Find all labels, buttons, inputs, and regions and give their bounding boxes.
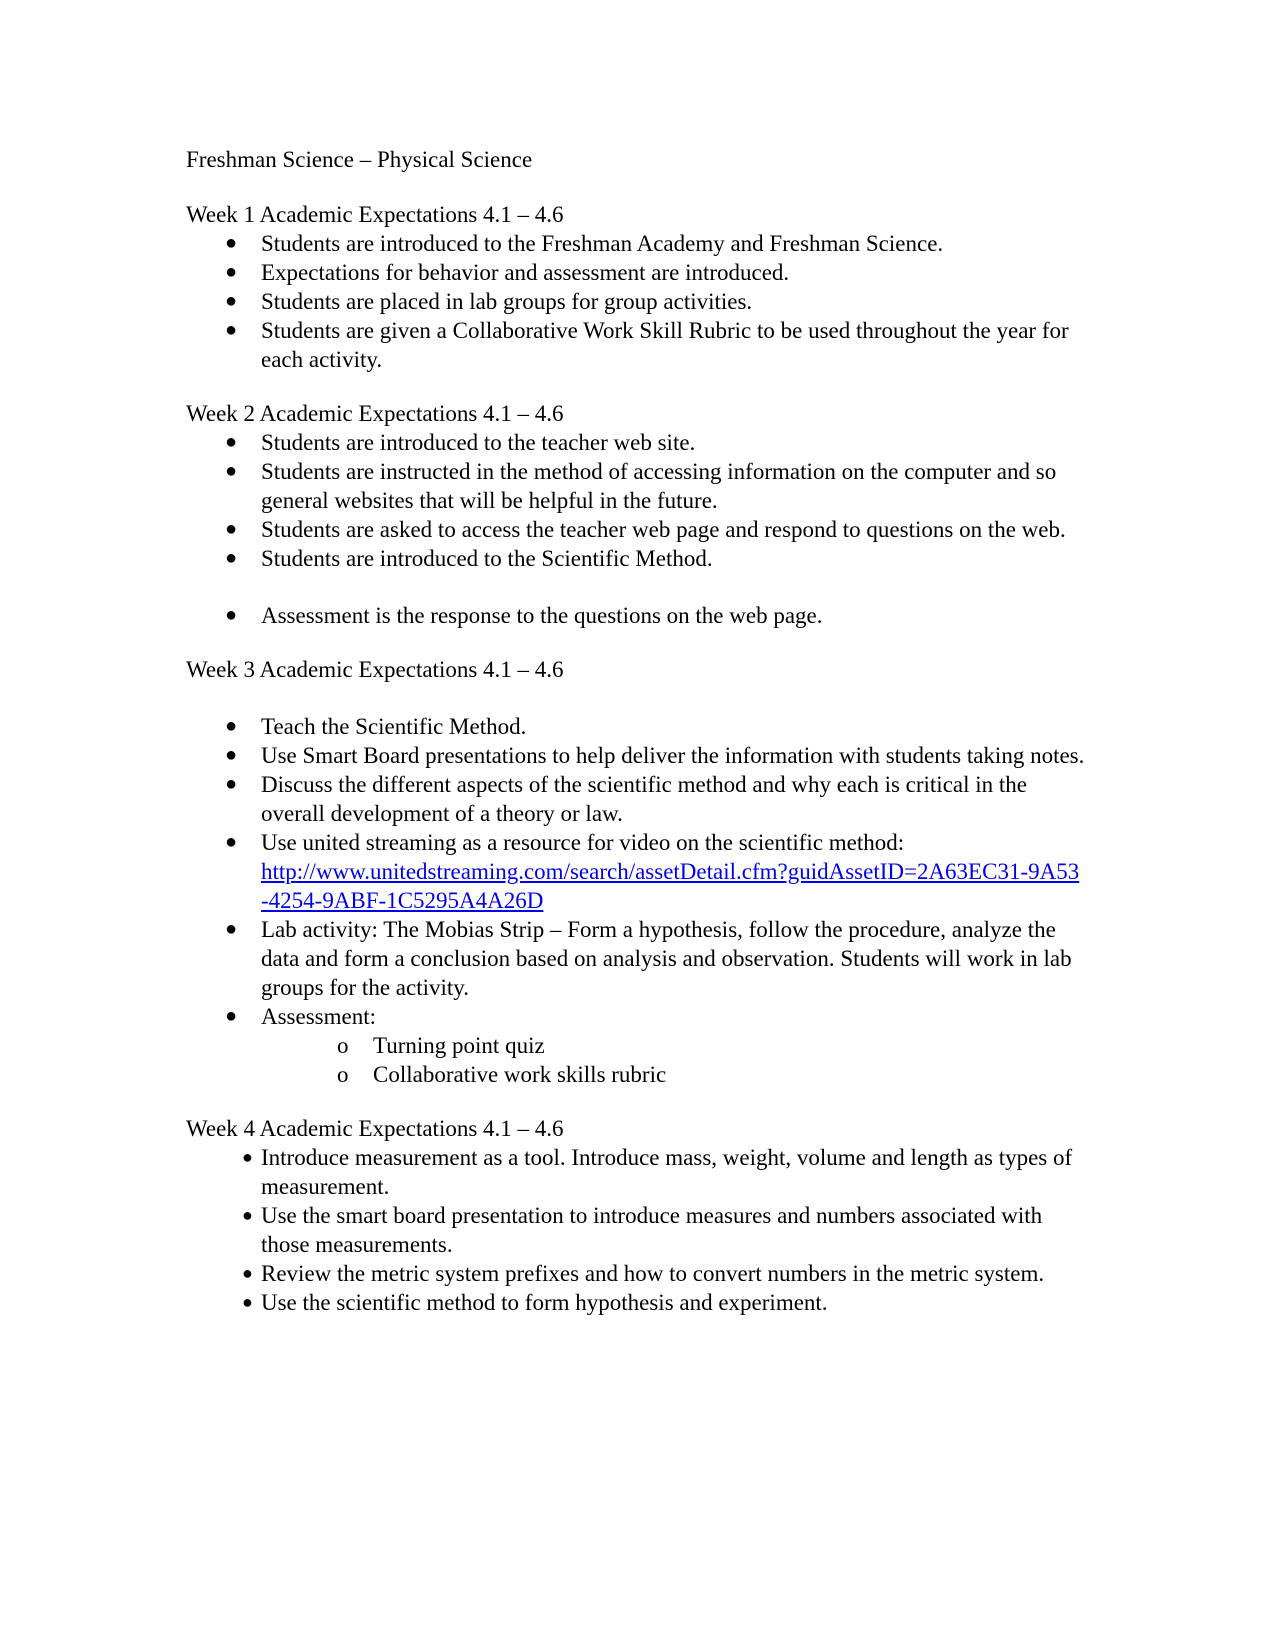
bullet-icon: ● [242,1292,253,1312]
list-item: ● Students are instructed in the method of accessing information on the computer and so general websites that will be helpful in the future. [225,459,1057,513]
bullet-icon: ● [225,431,238,453]
week-4-list [186,1143,1086,1317]
assessment-sublist [186,1031,1086,1089]
bullet-icon: ● [225,290,238,312]
bullet-icon: ● [242,1263,253,1283]
list-item: ● Students are introduced to the Scientific Method. [225,546,713,571]
bullet-icon: ● [225,319,238,341]
list-item: ● Discuss the different aspects of the scientific method and why each is critical in the overall development of a theory or law. [225,772,1027,826]
bullet-icon: ● [225,232,238,254]
bullet-icon: ● [225,744,238,766]
document-title: Freshman Science – Physical Science [186,147,533,172]
list-item: ● Students are asked to access the teacher web page and respond to questions on the web. [225,517,1066,542]
week-3-heading: Week 3 Academic Expectations 4.1 – 4.6 [186,657,564,682]
week-1-heading: Week 1 Academic Expectations 4.1 – 4.6 [186,202,564,227]
sub-list-item: o Collaborative work skills rubric [337,1062,667,1087]
bullet-icon: ● [225,831,238,853]
week-2-heading: Week 2 Academic Expectations 4.1 – 4.6 [186,401,564,426]
bullet-icon: ● [225,518,238,540]
list-item: ● Students are introduced to the Freshman Academy and Freshman Science. [225,231,944,256]
list-item: ● Students are introduced to the teacher web site. [225,430,696,455]
week-4-heading: Week 4 Academic Expectations 4.1 – 4.6 [186,1116,564,1141]
document-page [186,146,1086,1317]
list-item: ● Expectations for behavior and assessment are introduced. [225,260,790,285]
bullet-icon: ● [225,918,238,940]
bullet-icon: ● [225,715,238,737]
list-item: ● Students are given a Collaborative Work Skill Rubric to be used throughout the year for each activity. [225,318,1069,372]
bullet-icon: ● [225,547,238,569]
list-item: ● Use united streaming as a resource for video on the scientific method: http://www.unitedstreaming.com/search/assetDetail.cfm?guidAssetID=2A63EC31-9A53-4254-9ABF-1C5295A4A26D [225,830,1080,913]
bullet-icon: ● [225,1005,238,1027]
list-item: ● Use the smart board presentation to introduce measures and numbers associated with those measurements. [242,1203,1043,1257]
week-2-list [186,428,1086,630]
week-1-list [186,229,1086,374]
list-item: ● Assessment: o Turning point quiz o Collaborative work skills rubric [186,1002,1086,1089]
unitedstreaming-link[interactable]: http://www.unitedstreaming.com/search/assetDetail.cfm?guidAssetID=2A63EC31-9A53-4254-9ABF-1C5295A4A26D [261,859,1080,913]
list-item: ● Use the scientific method to form hypothesis and experiment. [242,1290,828,1315]
hollow-bullet-icon: o [337,1033,349,1058]
bullet-icon: ● [225,261,238,283]
list-item: ● Students are placed in lab groups for group activities. [225,289,753,314]
week-3-list [186,712,1086,1089]
bullet-icon: ● [242,1205,253,1225]
sub-list-item: o Turning point quiz [337,1033,545,1058]
list-item: ● Review the metric system prefixes and how to convert numbers in the metric system. [242,1261,1045,1286]
list-item: ● Lab activity: The Mobias Strip – Form a hypothesis, follow the procedure, analyze the data and form a conclusion based on analysis and observation. Students will work in lab groups for the activity. [225,917,1072,1000]
list-item: ● Teach the Scientific Method. [225,714,527,739]
hollow-bullet-icon: o [337,1062,349,1087]
bullet-icon: ● [225,460,238,482]
list-item: ● Assessment is the response to the questions on the web page. [225,603,823,628]
bullet-icon: ● [242,1147,253,1167]
list-item: ● Introduce measurement as a tool. Introduce mass, weight, volume and length as types of measurement. [242,1145,1073,1199]
list-item: ● Use Smart Board presentations to help deliver the information with students taking notes. [225,743,1085,768]
bullet-icon: ● [225,773,238,795]
bullet-icon: ● [225,604,238,626]
